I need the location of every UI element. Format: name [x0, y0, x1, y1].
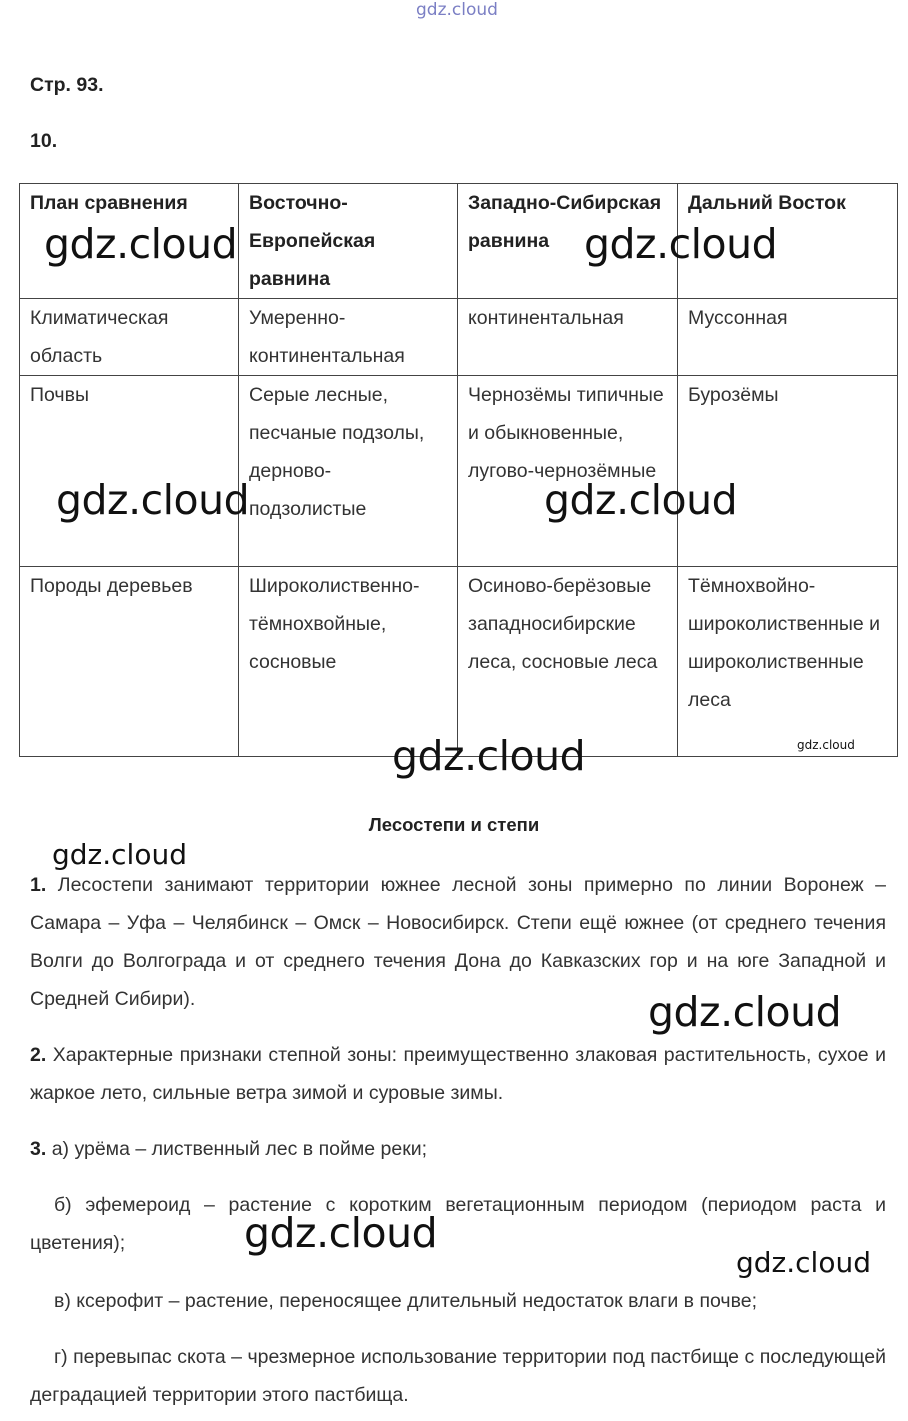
answer-3a	[30, 1130, 886, 1168]
table-cell: Почвы	[20, 376, 239, 567]
table-cell: Муссонная	[678, 299, 898, 376]
table-cell: Осиново-берёзовые западносибирские леса, сосновые леса	[458, 567, 678, 757]
answer-number: 2.	[30, 1044, 47, 1066]
answer-3v: в) ксерофит – растение, переносящее длительный недостаток влаги в почве;	[54, 1290, 757, 1312]
answer-text: Лесостепи занимают территории южнее лесной зоны примерно по линии Воронеж – Самара – Уфа – Челябинск – Омск – Новосибирск. Степи ещё южнее (от среднего течения Волги до Волгограда и от среднего течения Дона до Кавказских гор и на юге Западной и Средней Сибири).	[30, 874, 886, 1010]
table-cell: Породы деревьев	[20, 567, 239, 757]
watermark: gdz.cloud	[244, 1209, 438, 1257]
header-cell: Восточно-Европейская равнина	[239, 184, 458, 299]
watermark-top: gdz.cloud	[416, 0, 498, 20]
table-cell: Тёмнохвойно-широколиственные и широколиственные леса	[678, 567, 898, 757]
watermark: gdz.cloud	[52, 838, 187, 871]
table-cell: континентальная	[458, 299, 678, 376]
table-row	[20, 299, 898, 376]
answer-text: Характерные признаки степной зоны: преимущественно злаковая растительность, сухое и жаркое лето, сильные ветра зимой и суровые зимы.	[30, 1044, 886, 1104]
watermark: gdz.cloud	[544, 476, 738, 524]
table-cell: Климатическая область	[20, 299, 239, 376]
watermark: gdz.cloud	[648, 988, 842, 1036]
watermark: gdz.cloud	[797, 738, 855, 752]
table-row	[20, 376, 898, 567]
header-cell: Дальний Восток	[678, 184, 898, 299]
table-row	[20, 567, 898, 757]
table-cell: Чернозёмы типичные и обыкновенные, лугово-чернозёмные	[458, 376, 678, 567]
watermark: gdz.cloud	[736, 1246, 871, 1279]
watermark: gdz.cloud	[584, 220, 778, 268]
header-cell: План сравнения	[20, 184, 239, 299]
answer-text: а) урёма – лиственный лес в пойме реки;	[51, 1138, 428, 1160]
task-number: 10.	[30, 130, 58, 152]
section-title: Лесостепи и степи	[368, 814, 540, 835]
answer-2	[30, 1036, 886, 1112]
answer-number: 3.	[30, 1138, 47, 1160]
answer-3g: г) перевыпас скота – чрезмерное использование территории под пастбище с последующей деградацией территории этого пастбища.	[30, 1346, 886, 1406]
watermark: gdz.cloud	[392, 732, 586, 780]
table-cell: Умеренно-континентальная	[239, 299, 458, 376]
answer-3b: б) эфемероид – растение с коротким вегетационным периодом (периодом раста и цветения);	[30, 1194, 886, 1254]
table-cell: Серые лесные, песчаные подзолы, дерново-подзолистые	[239, 376, 458, 567]
table-cell: Широколиственно-тёмнохвойные, сосновые	[239, 567, 458, 757]
page-reference: Стр. 93.	[30, 74, 104, 96]
table-cell: Бурозёмы	[678, 376, 898, 567]
answer-number: 1.	[30, 874, 47, 896]
header-cell: Западно-Сибирская равнина	[458, 184, 678, 299]
watermark: gdz.cloud	[56, 476, 250, 524]
watermark: gdz.cloud	[44, 220, 238, 268]
comparison-table	[19, 183, 898, 757]
